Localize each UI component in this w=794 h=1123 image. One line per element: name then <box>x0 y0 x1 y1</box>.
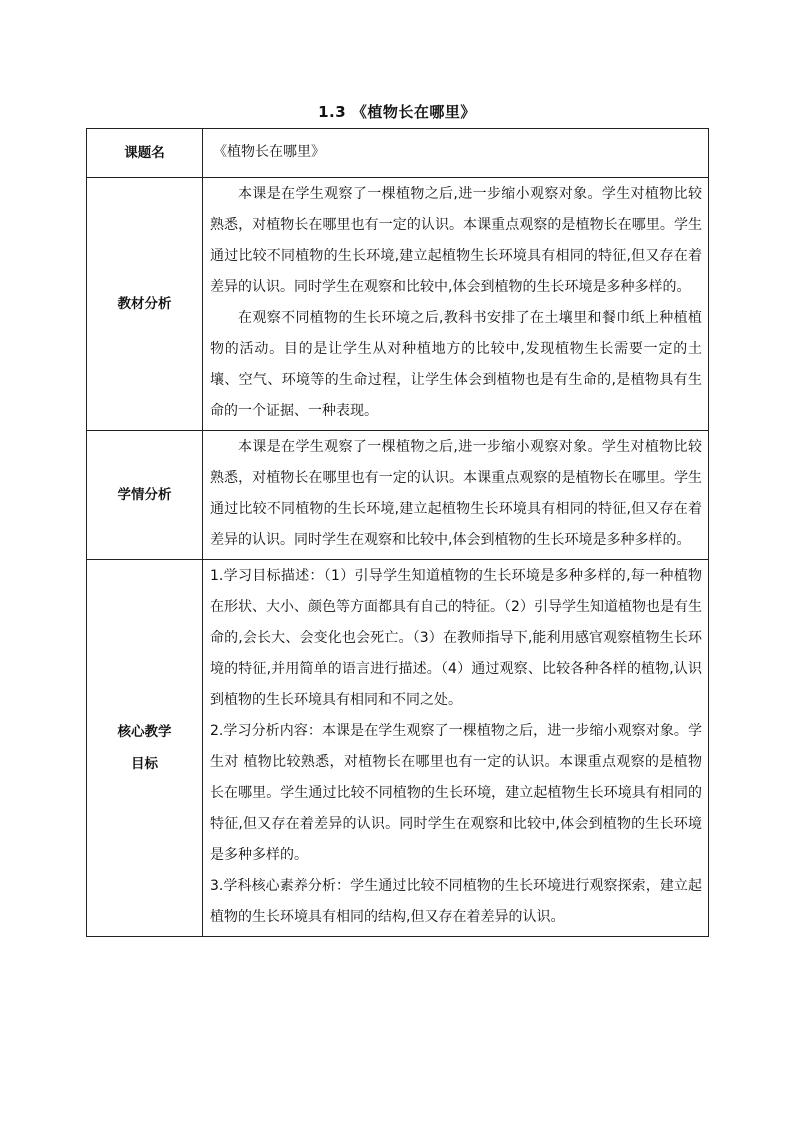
learning-analysis-paragraph: 2.学习分析内容：本课是在学生观察了一棵植物之后，进一步缩小观察对象。学生对 植物比较熟悉，对植物长在哪里也有一定的认识。本课重点观察的是植物长在哪里。学生通过比较不同植物的生长环境，建立起植物生长环境具有相同的特征,但又存在着差异的认识。同时学生在观察和比较中,体会到植物的生长环境是多种多样的。 <box>210 723 702 863</box>
table-row-core-objectives <box>87 560 709 937</box>
core-objectives-label-line-2: 目标 <box>131 756 158 772</box>
core-objectives-label-line-1: 核心教学 <box>117 724 172 740</box>
lesson-plan-table <box>86 128 709 937</box>
textbook-analysis-paragraph-2: 在观察不同植物的生长环境之后,教科书安排了在土壤里和餐巾纸上种植植物的活动。目的是让学生从对种植地方的比较中,发现植物生长需要一定的土壤、空气、环境等的生命过程，让学生体会到植物也是有生命的,是植物具有生命的一个证据、一种表现。 <box>210 310 702 419</box>
table-row-topic <box>87 129 709 178</box>
core-literacy-paragraph: 3.学科核心素养分析：学生通过比较不同植物的生长环境进行观察探索，建立起植物的生长环境具有相同的结构,但又存在着差异的认识。 <box>210 878 702 925</box>
document-title: 1.3 《植物长在哪里》 <box>318 103 476 121</box>
topic-text: 《植物长在哪里》 <box>213 143 325 160</box>
topic-label: 课题名 <box>87 129 203 178</box>
student-analysis-paragraph: 本课是在学生观察了一棵植物之后,进一步缩小观察对象。学生对植物比较熟悉，对植物长在哪里也有一定的认识。本课重点观察的是植物长在哪里。学生通过比较不同植物的生长环境,建立起植物生长环境具有相同的特征,但又存在着差异的认识。同时学生在观察和比较中,体会到植物的生长环境是多种多样的。 <box>210 439 702 548</box>
student-analysis-label: 学情分析 <box>87 431 203 560</box>
textbook-analysis-label: 教材分析 <box>87 178 203 431</box>
table-row-textbook-analysis <box>87 178 709 431</box>
core-objectives-content <box>203 560 709 937</box>
core-objectives-label <box>87 560 203 937</box>
learning-objectives-paragraph: 1.学习目标描述：（1）引导学生知道植物的生长环境是多种多样的,每一种植物在形状、大小、颜色等方面都具有自己的特征。（2）引导学生知道植物也是有生命的,会长大、会变化也会死亡。（3）在教师指导下,能利用感官观察植物生长环境的特征,并用简单的语言进行描述。（4）通过观察、比较各种各样的植物,认识到植物的生长环境具有相同和不同之处。 <box>210 568 702 708</box>
textbook-analysis-content <box>203 178 709 431</box>
table-row-student-analysis <box>87 431 709 560</box>
student-analysis-content <box>203 431 709 560</box>
textbook-analysis-paragraph-1: 本课是在学生观察了一棵植物之后,进一步缩小观察对象。学生对植物比较熟悉，对植物长在哪里也有一定的认识。本课重点观察的是植物长在哪里。学生通过比较不同植物的生长环境,建立起植物生长环境具有相同的特征,但又存在着差异的认识。同时学生在观察和比较中,体会到植物的生长环境是多种多样的。 <box>210 186 702 295</box>
topic-content <box>203 129 709 178</box>
